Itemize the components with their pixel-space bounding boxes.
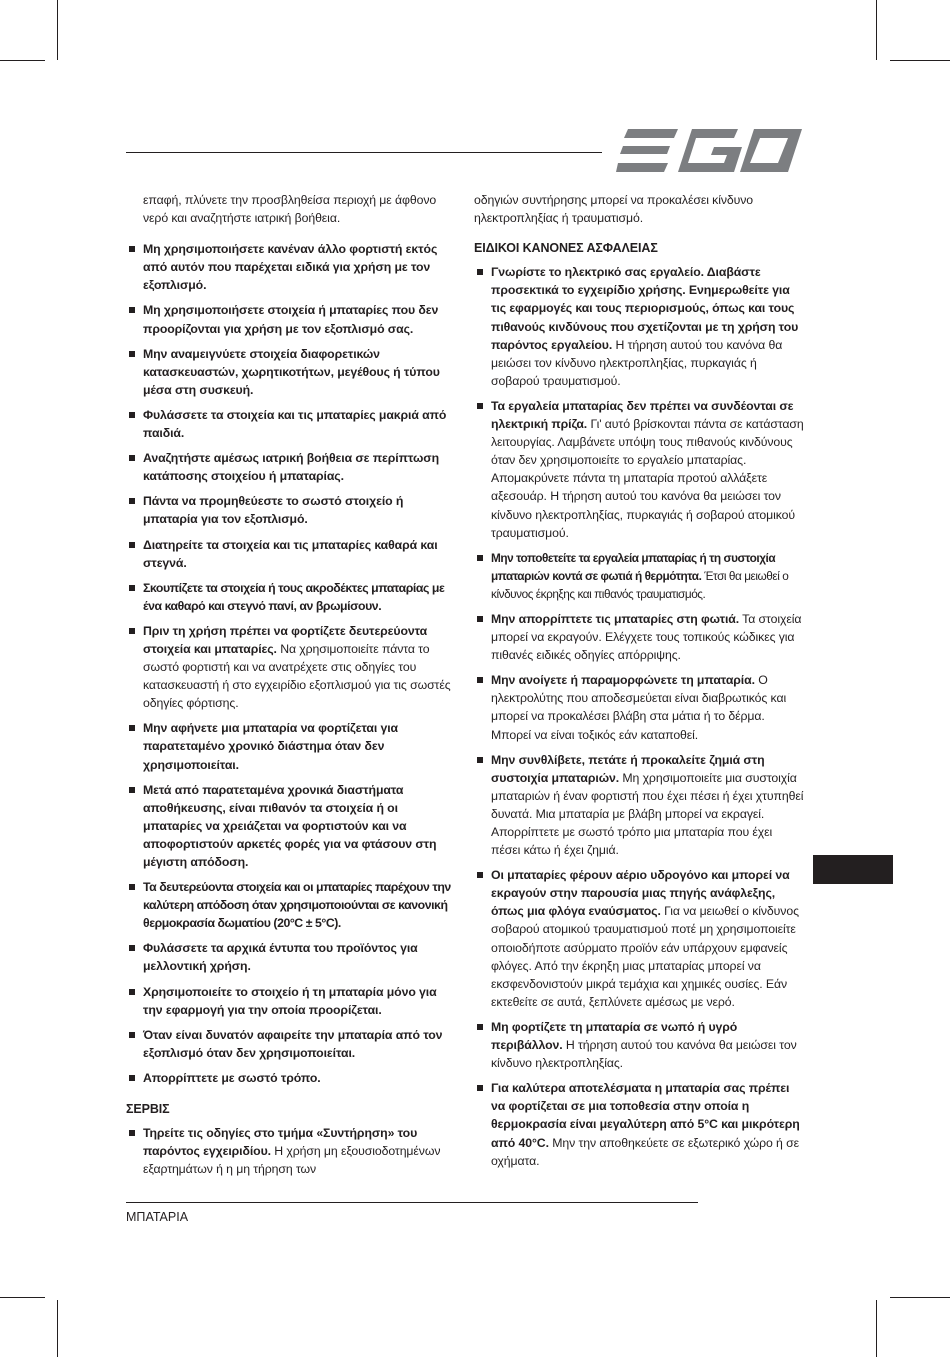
crop-mark	[890, 60, 950, 61]
bullet-item: Απορρίπτετε με σωστό τρόπο.	[126, 1069, 456, 1087]
ego-logo	[616, 128, 802, 174]
crop-mark	[890, 1297, 950, 1298]
crop-mark	[0, 1297, 45, 1298]
bullet-item: Διατηρείτε τα στοιχεία και τις μπαταρίες καθαρά και στεγνά.	[126, 536, 456, 572]
service-heading: ΣΕΡΒΙΣ	[126, 1102, 170, 1117]
safety-rules-heading: ΕΙΔΙΚΟΙ ΚΑΝΟΝΕΣ ΑΣΦΑΛΕΙΑΣ	[474, 241, 658, 256]
crop-mark	[876, 1300, 877, 1357]
bullet-item: Φυλάσσετε τα στοιχεία και τις μπαταρίες μακριά από παιδιά.	[126, 406, 456, 442]
continuation-text: επαφή, πλύνετε την προσβληθείσα περιοχή με άφθονο νερό και αναζητήστε ιατρική βοήθεια.	[143, 193, 437, 226]
bullet-item: Μην αναμειγνύετε στοιχεία διαφορετικών κατασκευαστών, χωρητικοτήτων, μεγέθους ή τύπου μέσα στη συσκευή.	[126, 345, 456, 399]
footer-section-label: ΜΠΑΤΑΡΙΑ	[126, 1210, 189, 1224]
crop-mark	[876, 0, 877, 60]
bullet-item: Τηρείτε τις οδηγίες στο τμήμα «Συντήρηση» του παρόντος εγχειριδίου. Η χρήση μη εξουσιοδοτημένων εξαρτημάτων ή η μη τήρηση των	[126, 1124, 456, 1178]
bullet-item: Τα εργαλεία μπαταρίας δεν πρέπει να συνδέονται σε ηλεκτρική πρίζα. Γι' αυτό βρίσκονται πάντα σε κατάσταση λειτουργίας. Λαμβάνετε υπόψη τους πιθανούς κινδύνους όταν δεν χρησιμοποιείτε το εργαλείο μπαταρίας. Απομακρύνετε πάντα τη μπαταρία προτού αλλάξετε αξεσουάρ. Η τήρηση αυτού του κανόνα θα μειώσει τον κίνδυνο ηλεκτροπληξίας, πυρκαγιάς ή σοβαρού ατομικού τραυματισμού.	[474, 397, 804, 542]
bullet-item: Μη χρησιμοποιήσετε στοιχεία ή μπαταρίες που δεν προορίζονται για χρήση με τον εξοπλισμό σας.	[126, 301, 456, 337]
bullet-item: Μην τοποθετείτε τα εργαλεία μπαταρίας ή τη συστοιχία μπαταριών κοντά σε φωτιά ή θερμότητα. Έτσι θα μειωθεί ο κίνδυνος έκρηξης και πιθανός τραυματισμός.	[474, 549, 804, 603]
bullet-item: Μη φορτίζετε τη μπαταρία σε νωπό ή υγρό περιβάλλον. Η τήρηση αυτού του κανόνα θα μειώσει τον κίνδυνο ηλεκτροπληξίας.	[474, 1018, 804, 1072]
crop-mark	[57, 1300, 58, 1357]
continuation-text: οδηγιών συντήρησης μπορεί να προκαλέσει κίνδυνο ηλεκτροπληξίας ή τραυματισμό.	[474, 193, 754, 226]
header-rule	[126, 152, 602, 153]
bullet-item: Αναζητήστε αμέσως ιατρική βοήθεια σε περίπτωση κατάποσης στοιχείου ή μπαταρίας.	[126, 449, 456, 485]
left-column	[126, 191, 456, 1185]
bullet-item: Τα δευτερεύοντα στοιχεία και οι μπαταρίες παρέχουν την καλύτερη απόδοση όταν χρησιμοποιούνται σε κανονική θερμοκρασία δωματίου (20°C ± 5°C).	[126, 878, 456, 932]
bullet-item: Οι μπαταρίες φέρουν αέριο υδρογόνο και μπορεί να εκραγούν στην παρουσία μιας πηγής ανάφλεξης, όπως μια φλόγα εναύσματος. Για να μειωθεί ο κίνδυνος σοβαρού ατομικού τραυματισμού ποτέ μη χρησιμοποιείτε οποιοδήποτε ασύρματο προϊόν εάν υπάρχουν εμφανείς φλόγες. Από την έκρηξη μιας μπαταρίας μπορεί να εκσφενδονιστούν μικρά τεμάχια και χημικές ουσίες. Εάν εκτεθείτε σε αυτά, ξεπλύνετε αμέσως με νερό.	[474, 866, 804, 1011]
crop-mark	[0, 60, 45, 61]
bullet-item: Πριν τη χρήση πρέπει να φορτίζετε δευτερεύοντα στοιχεία και μπαταρίες. Να χρησιμοποιείτε πάντα το σωστό φορτιστή και να ανατρέχετε στις οδηγίες του κατασκευαστή ή στο εγχειρίδιο εξοπλισμού για τις σωστές οδηγίες φόρτισης.	[126, 622, 456, 712]
bullet-item: Γνωρίστε το ηλεκτρικό σας εργαλείο. Διαβάστε προσεκτικά το εγχειρίδιο χρήσης. Ενημερωθείτε για τις εφαρμογές και τους περιορισμούς, όπως και τους πιθανούς κινδύνους που σχετίζονται με τη χρήση του παρόντος εργαλείου. Η τήρηση αυτού του κανόνα θα μειώσει τον κίνδυνο ηλεκτροπληξίας, πυρκαγιάς ή σοβαρού τραυματισμού.	[474, 263, 804, 390]
bullet-item: Μην ανοίγετε ή παραμορφώνετε τη μπαταρία. Ο ηλεκτρολύτης που αποδεσμεύεται είναι διαβρωτικός και μπορεί να προκαλέσει βλάβη στα μάτια ή το δέρμα. Μπορεί να είναι τοξικός εάν καταποθεί.	[474, 671, 804, 743]
bullet-item: Χρησιμοποιείτε το στοιχείο ή τη μπαταρία μόνο για την εφαρμογή για την οποία προορίζεται.	[126, 983, 456, 1019]
crop-mark	[57, 0, 58, 60]
bullet-item: Σκουπίζετε τα στοιχεία ή τους ακροδέκτες μπαταρίας με ένα καθαρό και στεγνό πανί, αν βρωμίσουν.	[126, 579, 456, 615]
section-tab-marker	[813, 855, 893, 884]
bullet-item: Μην συνθλίβετε, πετάτε ή προκαλείτε ζημιά στη συστοιχία μπαταριών. Μη χρησιμοποιείτε μια συστοιχία μπαταριών ή έναν φορτιστή που έχει πέσει ή έχει χτυπηθεί δυνατά. Μια μπαταρία με βλάβη μπορεί να εκραγεί. Απορρίπτετε με σωστό τρόπο μια μπαταρία που έχει πέσει κάτω ή έχει ζημιά.	[474, 751, 804, 860]
bullet-item: Όταν είναι δυνατόν αφαιρείτε την μπαταρία από τον εξοπλισμό όταν δεν χρησιμοποιείται.	[126, 1026, 456, 1062]
bullet-item: Μην αφήνετε μια μπαταρία να φορτίζεται για παρατεταμένο χρονικό διάστημα όταν δεν χρησιμοποιείται.	[126, 719, 456, 773]
bullet-item: Φυλάσσετε τα αρχικά έντυπα του προϊόντος για μελλοντική χρήση.	[126, 939, 456, 975]
bullet-item: Για καλύτερα αποτελέσματα η μπαταρία σας πρέπει να φορτίζεται σε μια τοποθεσία στην οποία η θερμοκρασία είναι μεγαλύτερη από 5°C και μικρότερη από 40°C. Μην την αποθηκεύετε σε εξωτερικό χώρο ή σε οχήματα.	[474, 1079, 804, 1169]
right-column	[474, 191, 804, 1177]
bullet-item: Πάντα να προμηθεύεστε το σωστό στοιχείο ή μπαταρία για τον εξοπλισμό.	[126, 492, 456, 528]
bullet-item: Μη χρησιμοποιήσετε κανέναν άλλο φορτιστή εκτός από αυτόν που παρέχεται ειδικά για χρήση με τον εξοπλισμό.	[126, 240, 456, 294]
bullet-item: Μην απορρίπτετε τις μπαταρίες στη φωτιά. Τα στοιχεία μπορεί να εκραγούν. Ελέγχετε τους τοπικούς κώδικες για πιθανές ειδικές οδηγίες απόρριψης.	[474, 610, 804, 664]
bullet-item: Μετά από παρατεταμένα χρονικά διαστήματα αποθήκευσης, είναι πιθανόν τα στοιχεία ή οι μπαταρίες να χρειάζεται να φορτιστούν και να αποφορτιστούν αρκετές φορές για να φτάσουν στη μέγιστη απόδοση.	[126, 781, 456, 871]
footer-rule	[126, 1202, 698, 1203]
